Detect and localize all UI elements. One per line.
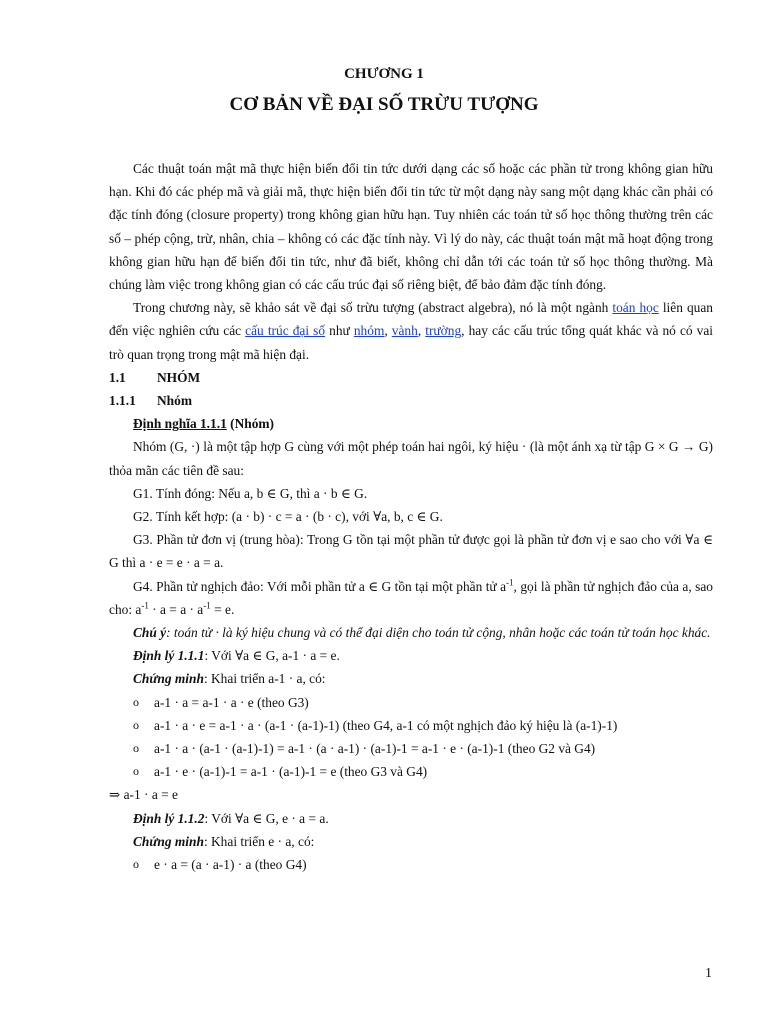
axiom-g4: G4. Phần tử nghịch đảo: Với mỗi phần tử a ∈ G tồn tại một phần tử $a^{-1}$, gọi là phần tử nghịch đảo của a, sao cho: $a^{-1} \cdot a = a \cdot a^{-1} = e$. [109, 577, 713, 617]
link-nhom[interactable]: nhóm [353, 323, 385, 339]
link-truong[interactable]: trường [425, 323, 462, 339]
bullet-icon: o [133, 717, 139, 732]
bullet-icon: o [133, 694, 139, 709]
axiom-g1: G1. Tính đóng: Nếu a, b ∈ G, thì a · b ∈ G. [133, 485, 368, 501]
section-heading-1-1-1: 1.1.1 Nhóm [109, 393, 192, 409]
scope-paragraph: Trong chương này, sẽ khảo sát về đại số trừu tượng (abstract algebra), nó là một ngành toán học liên quan đến việc nghiên cứu các cấu trúc đại số như nhóm, vành, trường, hay các cấu trúc tổng quát khác và nó có vai trò quan trọng trong mật mã hiện đại. [109, 300, 714, 362]
axiom-g3: G3. Phần tử đơn vị (trung hòa): Trong G tồn tại một phần tử được gọi là phần tử đơn vị e sao cho với ∀a ∈ G thì a · e = e · a = a. [109, 532, 713, 571]
chapter-title: CƠ BẢN VỀ ĐẠI SỐ TRỪU TƯỢNG [229, 94, 539, 115]
document-body [109, 157, 713, 876]
proof-1-heading: Chứng minh: Khai triển a-1 · a, có: [133, 671, 326, 687]
link-cau-truc-dai-so[interactable]: cấu trúc đại số [245, 323, 326, 339]
bullet-icon: o [133, 764, 139, 779]
conclusion-1: ⇒ a-1 · a = e [109, 787, 178, 803]
group-definition: Nhóm (G, ·) là một tập hợp G cùng với một phép toán hai ngôi, ký hiệu · (là một ánh xạ từ tập G × G → G) thỏa mãn các tiên đề sau: [109, 439, 713, 478]
list-item: o a-1 · a · (a-1 · (a-1)-1) = a-1 · (a · a-1) · (a-1)-1 = a-1 · e · (a-1)-1 (theo G2 và G4) [109, 737, 713, 760]
link-toan-hoc[interactable]: toán học [612, 300, 659, 316]
theorem-1-1-1: Định lý 1.1.1: Với ∀a ∈ G, a-1 · a = e. [133, 648, 340, 664]
link-vanh[interactable]: vành [391, 323, 418, 339]
page-number: 1 [705, 966, 712, 981]
intro-paragraph: Các thuật toán mật mã thực hiện biến đổi tin tức dưới dạng các số hoặc các phần tử trong không gian hữu hạn. Khi đó các phép mã và giải mã, thực hiện biến đổi tin tức từ một dạng này sang một dạng khác cần phải có đặc tính đóng (closure property) trong không gian hữu hạn. Tuy nhiên các toán tử số học thông thường trên các số – phép cộng, trừ, nhân, chia – không có các đặc tính này. Vì lý do này, các thuật toán mật mã hoạt động trong không gian hữu hạn để biến đổi tin tức, như đã biết, không chỉ dẫn tới các toán tử số học thông thường. Mà chúng làm việc trong không gian có các cấu trúc đại số riêng biệt, để bảo đảm đặc tính đóng. [109, 161, 713, 293]
list-item: o a-1 · a = a-1 · a · e (theo G3) [109, 691, 713, 714]
bullet-icon: o [133, 857, 139, 872]
axiom-g2: G2. Tính kết hợp: (a · b) · c = a · (b · c), với ∀a, b, c ∈ G. [133, 509, 443, 525]
list-item: o e · a = (a · a-1) · a (theo G4) [109, 853, 713, 876]
list-item: o a-1 · a · e = a-1 · a · (a-1 · (a-1)-1) (theo G4, a-1 có một nghịch đảo ký hiệu là (a-1)-1) [109, 714, 713, 737]
section-heading-1-1: 1.1 NHÓM [109, 369, 201, 385]
list-item: o a-1 · e · (a-1)-1 = a-1 · (a-1)-1 = e (theo G3 và G4) [109, 760, 713, 783]
bullet-icon: o [133, 741, 139, 756]
theorem-1-1-2: Định lý 1.1.2: Với ∀a ∈ G, e · a = a. [133, 810, 329, 826]
proof-2-heading: Chứng minh: Khai triển e · a, có: [133, 833, 315, 849]
note-paragraph: Chú ý: toán tử · là ký hiệu chung và có thể đại diện cho toán tử cộng, nhân hoặc các toán tử toán học khác. [133, 625, 711, 641]
chapter-heading: CHƯƠNG 1 [344, 66, 424, 82]
definition-heading: Định nghĩa 1.1.1 (Nhóm) [133, 416, 275, 432]
